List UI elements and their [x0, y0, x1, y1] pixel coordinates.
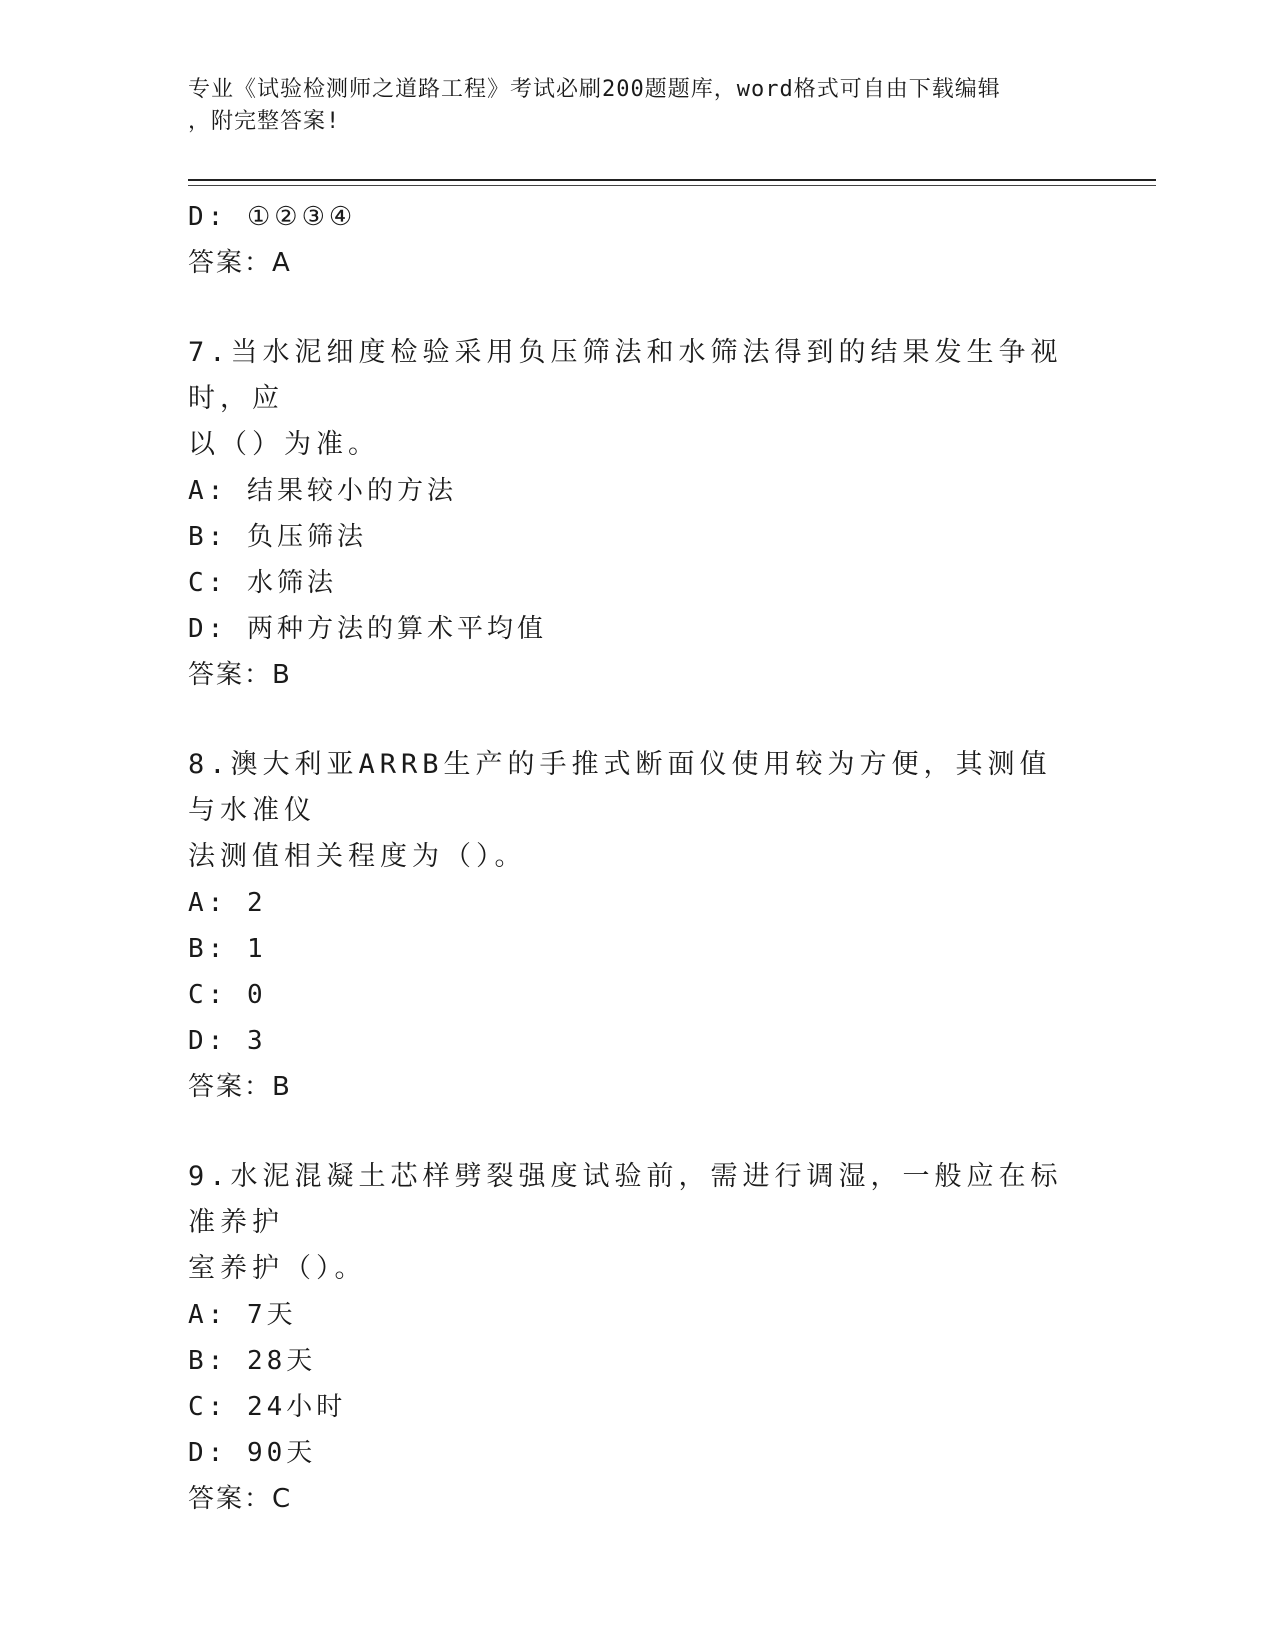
question-list: [188, 194, 1088, 1522]
option-c: C: 24小时: [188, 1392, 347, 1422]
question-8: [188, 742, 1088, 1110]
question-text: [188, 330, 1068, 468]
question-7: [188, 330, 1088, 698]
option-a: A: 7天: [188, 1300, 297, 1330]
question-text-line-1: 9.水泥混凝土芯样劈裂强度试验前，需进行调湿，一般应在标准养护: [188, 1161, 1063, 1238]
question-text-line-2: 法测值相关程度为（）。: [188, 841, 527, 872]
question-text-line-2: 室养护（）。: [188, 1253, 367, 1284]
question-text: [188, 742, 1068, 880]
option-d: D: 90天: [188, 1438, 317, 1468]
option-d: D: 两种方法的算术平均值: [188, 614, 547, 644]
option-d: D: ①②③④: [188, 202, 357, 232]
option-d: D: 3: [188, 1026, 267, 1056]
header-divider-thin: [188, 185, 1156, 186]
question-9: [188, 1154, 1088, 1522]
question-text: [188, 1154, 1068, 1292]
option-b: B: 1: [188, 934, 267, 964]
option-c: C: 水筛法: [188, 568, 337, 598]
previous-question-tail: [188, 194, 1088, 286]
question-text-line-2: 以（）为准。: [188, 429, 380, 460]
option-c: C: 0: [188, 980, 267, 1010]
option-a: A: 2: [188, 888, 267, 918]
option-a: A: 结果较小的方法: [188, 476, 457, 506]
header-line-1: 专业《试验检测师之道路工程》考试必刷200题题库，word格式可自由下载编辑: [188, 77, 1001, 102]
header-line-2: ，附完整答案!: [188, 109, 341, 134]
answer-line: 答案：A: [188, 248, 292, 278]
document-header: [188, 74, 1068, 138]
answer-line: 答案：C: [188, 1484, 293, 1514]
answer-line: 答案：B: [188, 660, 292, 690]
option-b: B: 28天: [188, 1346, 317, 1376]
question-text-line-1: 8.澳大利亚ARRB生产的手推式断面仪使用较为方便，其测值与水准仪: [188, 749, 1052, 826]
option-b: B: 负压筛法: [188, 522, 367, 552]
question-text-line-1: 7.当水泥细度检验采用负压筛法和水筛法得到的结果发生争视时，应: [188, 337, 1063, 414]
header-divider-thick: [188, 179, 1156, 181]
answer-line: 答案：B: [188, 1072, 292, 1102]
